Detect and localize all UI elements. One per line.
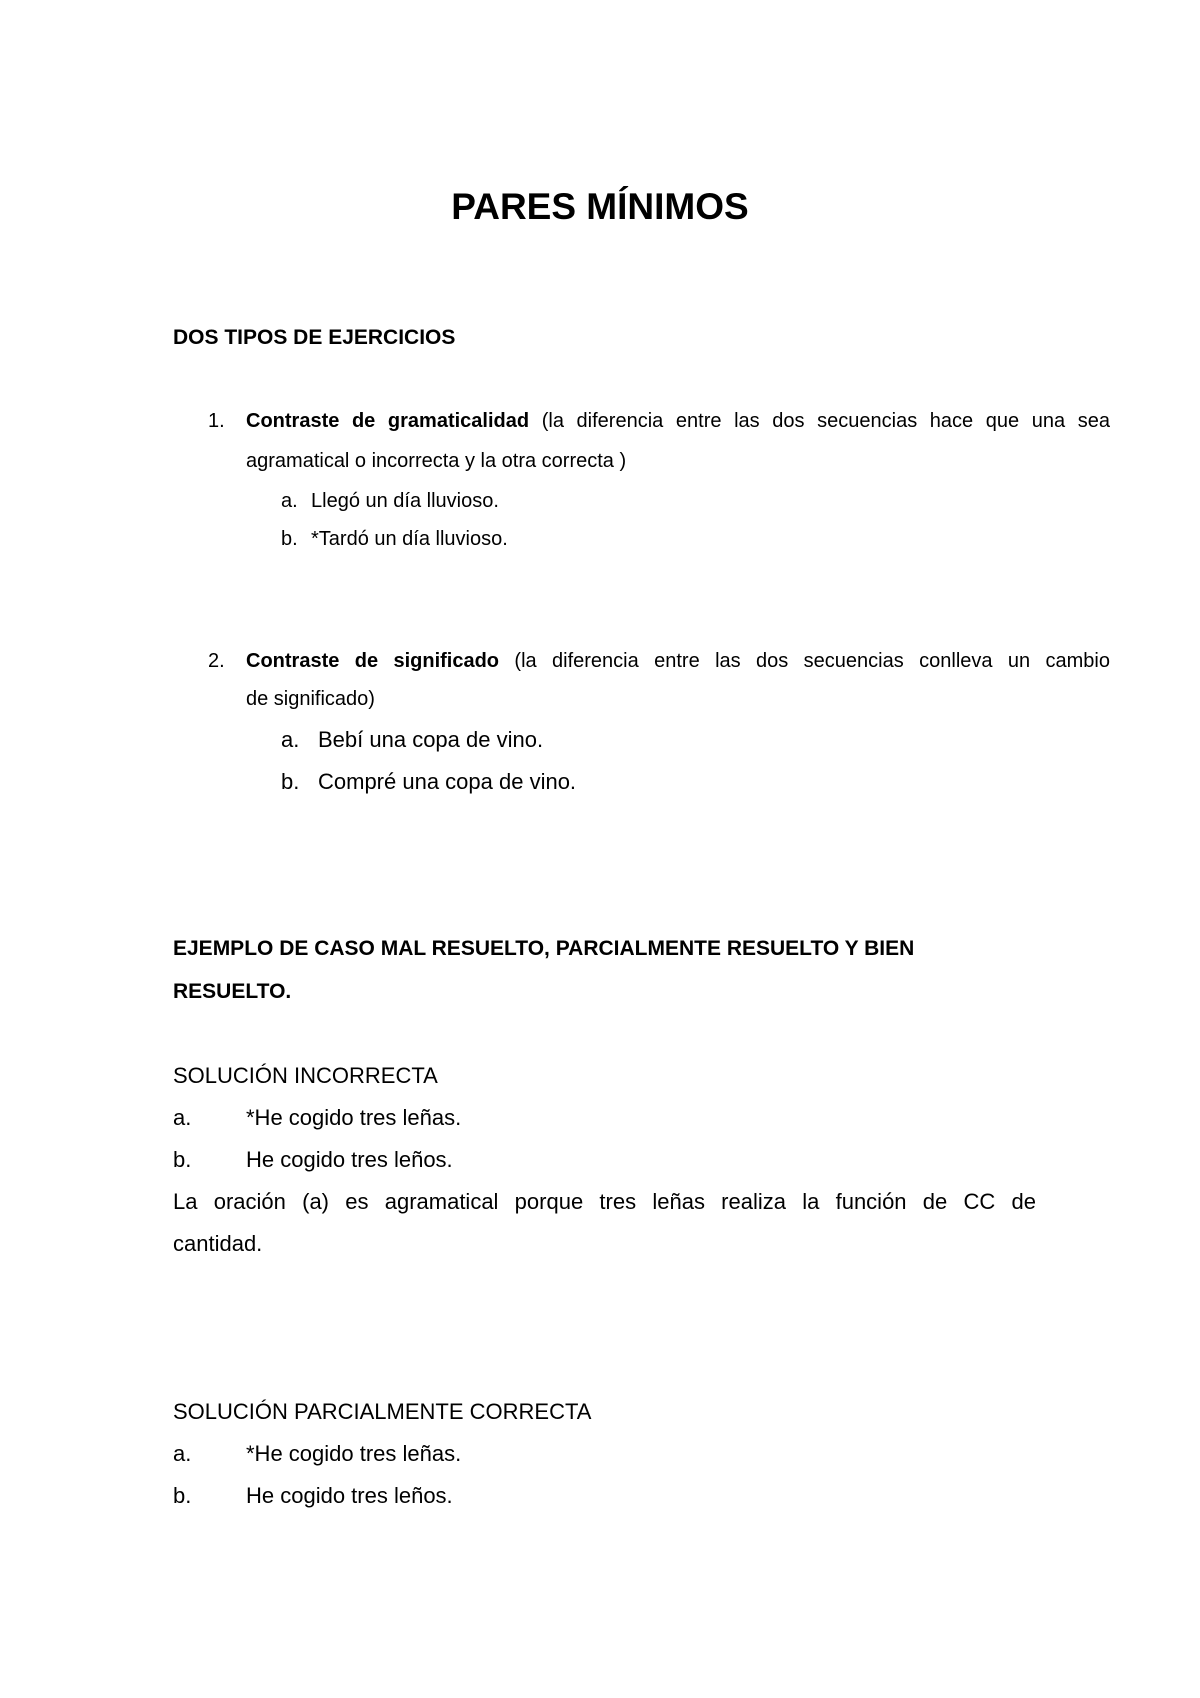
explanation-line-2: cantidad.	[173, 1231, 263, 1256]
item-description: (la diferencia entre las dos secuencias hace que una sea	[529, 410, 1111, 432]
example-letter: a.	[173, 1105, 192, 1130]
example-letter: b.	[281, 528, 298, 550]
example-letter: a.	[173, 1441, 192, 1466]
explanation-line-1: La oración (a) es agramatical porque tres leñas realiza la función de CC de	[173, 1189, 1036, 1214]
example-text: Compré una copa de vino.	[318, 769, 577, 794]
example-text: Bebí una copa de vino.	[318, 727, 544, 752]
item-line-1	[246, 408, 1110, 434]
example-text: *He cogido tres leñas.	[246, 1441, 462, 1466]
section-heading-ejemplo-line1: EJEMPLO DE CASO MAL RESUELTO, PARCIALMENTE RESUELTO Y BIEN	[173, 937, 915, 960]
example-text: He cogido tres leños.	[246, 1483, 453, 1508]
example-letter: a.	[281, 490, 298, 512]
example-text: He cogido tres leños.	[246, 1147, 453, 1172]
item-description: (la diferencia entre las dos secuencias conlleva un cambio	[499, 650, 1110, 672]
example-letter: b.	[173, 1147, 192, 1172]
example-letter: b.	[281, 769, 300, 794]
section-heading-ejemplo-line2: RESUELTO.	[173, 980, 292, 1003]
item-line-2: de significado)	[246, 688, 375, 710]
page-title: PARES MÍNIMOS	[451, 186, 749, 227]
example-text: *Tardó un día lluvioso.	[311, 528, 508, 550]
list-number: 2.	[208, 650, 225, 672]
solution-label: SOLUCIÓN PARCIALMENTE CORRECTA	[173, 1399, 592, 1424]
item-term: Contraste de significado	[246, 650, 500, 672]
list-number: 1.	[208, 410, 225, 432]
item-line-2: agramatical o incorrecta y la otra correcta )	[246, 450, 627, 472]
example-letter: a.	[281, 727, 300, 752]
solution-label: SOLUCIÓN INCORRECTA	[173, 1063, 438, 1088]
item-line-1	[246, 648, 1110, 674]
example-text: Llegó un día lluvioso.	[311, 490, 499, 512]
section-heading-tipos: DOS TIPOS DE EJERCICIOS	[173, 326, 456, 349]
example-letter: b.	[173, 1483, 192, 1508]
example-text: *He cogido tres leñas.	[246, 1105, 462, 1130]
item-term: Contraste de gramaticalidad	[246, 410, 530, 432]
